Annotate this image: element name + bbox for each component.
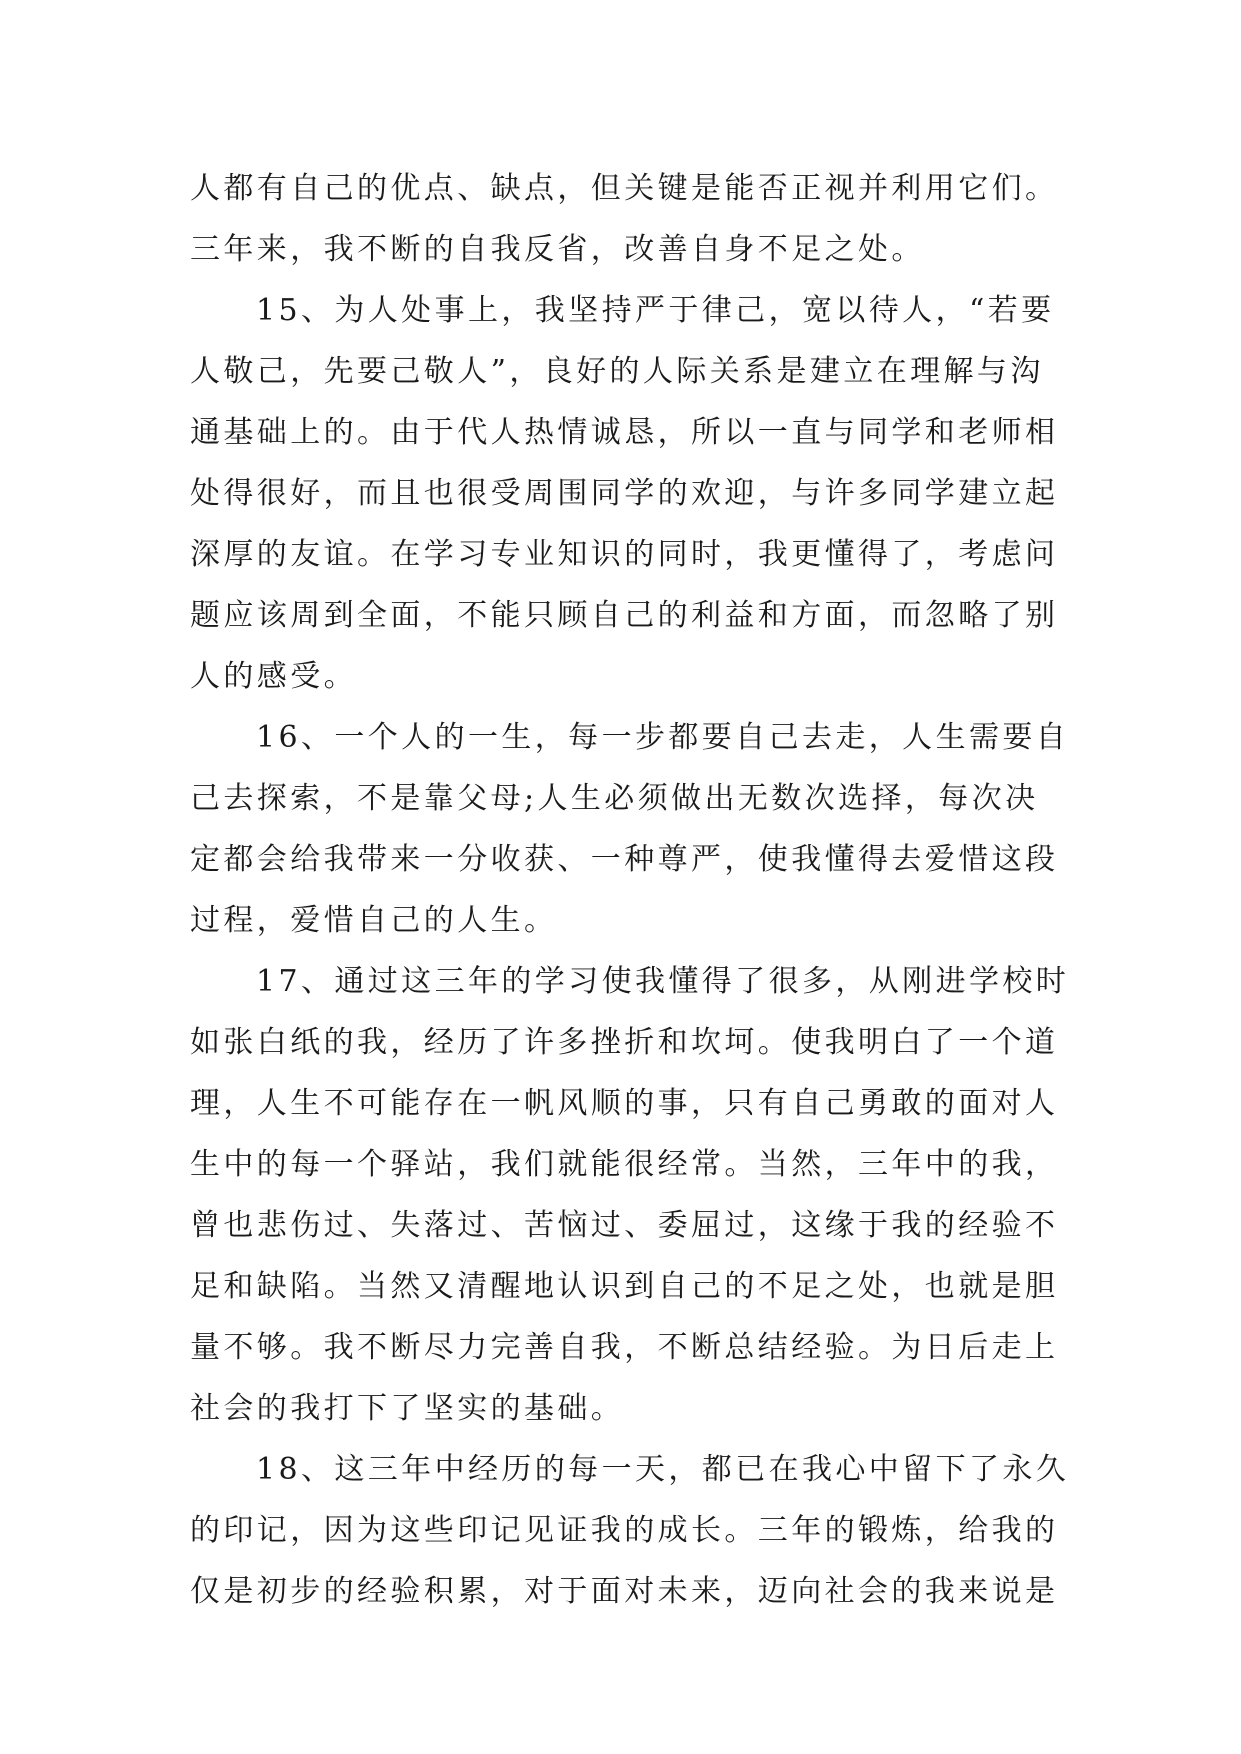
text-line: 足和缺陷。当然又清醒地认识到自己的不足之处，也就是胆 xyxy=(190,1269,1059,1304)
text-line: 处得很好，而且也很受周围同学的欢迎，与许多同学建立起 xyxy=(190,476,1059,511)
paragraph-15-start: 15、为人处事上，我坚持严于律己，宽以待人，“若要 xyxy=(256,293,1055,328)
text-line: 如张白纸的我，经历了许多挫折和坎坷。使我明白了一个道 xyxy=(190,1025,1059,1060)
text-line: 量不够。我不断尽力完善自我，不断总结经验。为日后走上 xyxy=(190,1330,1059,1365)
text-line: 理，人生不可能存在一帆风顺的事，只有自己勇敢的面对人 xyxy=(190,1086,1059,1121)
text-line: 三年来，我不断的自我反省，改善自身不足之处。 xyxy=(190,232,925,267)
document-body xyxy=(190,158,1070,1622)
paragraph-17-start: 17、通过这三年的学习使我懂得了很多，从刚进学校时 xyxy=(256,964,1070,999)
text-line: 人都有自己的优点、缺点，但关键是能否正视并利用它们。 xyxy=(190,171,1059,206)
text-line: 仅是初步的经验积累，对于面对未来，迈向社会的我来说是 xyxy=(190,1574,1059,1609)
text-line: 曾也悲伤过、失落过、苦恼过、委屈过，这缘于我的经验不 xyxy=(190,1208,1059,1243)
text-line: 人的感受。 xyxy=(190,659,357,694)
text-line: 通基础上的。由于代人热情诚恳，所以一直与同学和老师相 xyxy=(190,415,1059,450)
text-line: 深厚的友谊。在学习专业知识的同时，我更懂得了，考虑问 xyxy=(190,537,1059,572)
text-line: 生中的每一个驿站，我们就能很经常。当然，三年中的我， xyxy=(190,1147,1059,1182)
paragraph-18-start: 18、这三年中经历的每一天，都已在我心中留下了永久 xyxy=(256,1452,1070,1487)
text-line: 社会的我打下了坚实的基础。 xyxy=(190,1391,625,1426)
text-line: 题应该周到全面，不能只顾自己的利益和方面，而忽略了别 xyxy=(190,598,1059,633)
text-line: 过程，爱惜自己的人生。 xyxy=(190,903,558,938)
paragraph-16-start: 16、一个人的一生，每一步都要自己去走，人生需要自 xyxy=(256,720,1070,755)
text-line: 人敬己，先要己敬人”，良好的人际关系是建立在理解与沟 xyxy=(190,354,1044,389)
text-line: 定都会给我带来一分收获、一种尊严，使我懂得去爱惜这段 xyxy=(190,842,1059,877)
text-line: 己去探索，不是靠父母;人生必须做出无数次选择，每次决 xyxy=(190,781,1039,816)
text-line: 的印记，因为这些印记见证我的成长。三年的锻炼，给我的 xyxy=(190,1513,1059,1548)
